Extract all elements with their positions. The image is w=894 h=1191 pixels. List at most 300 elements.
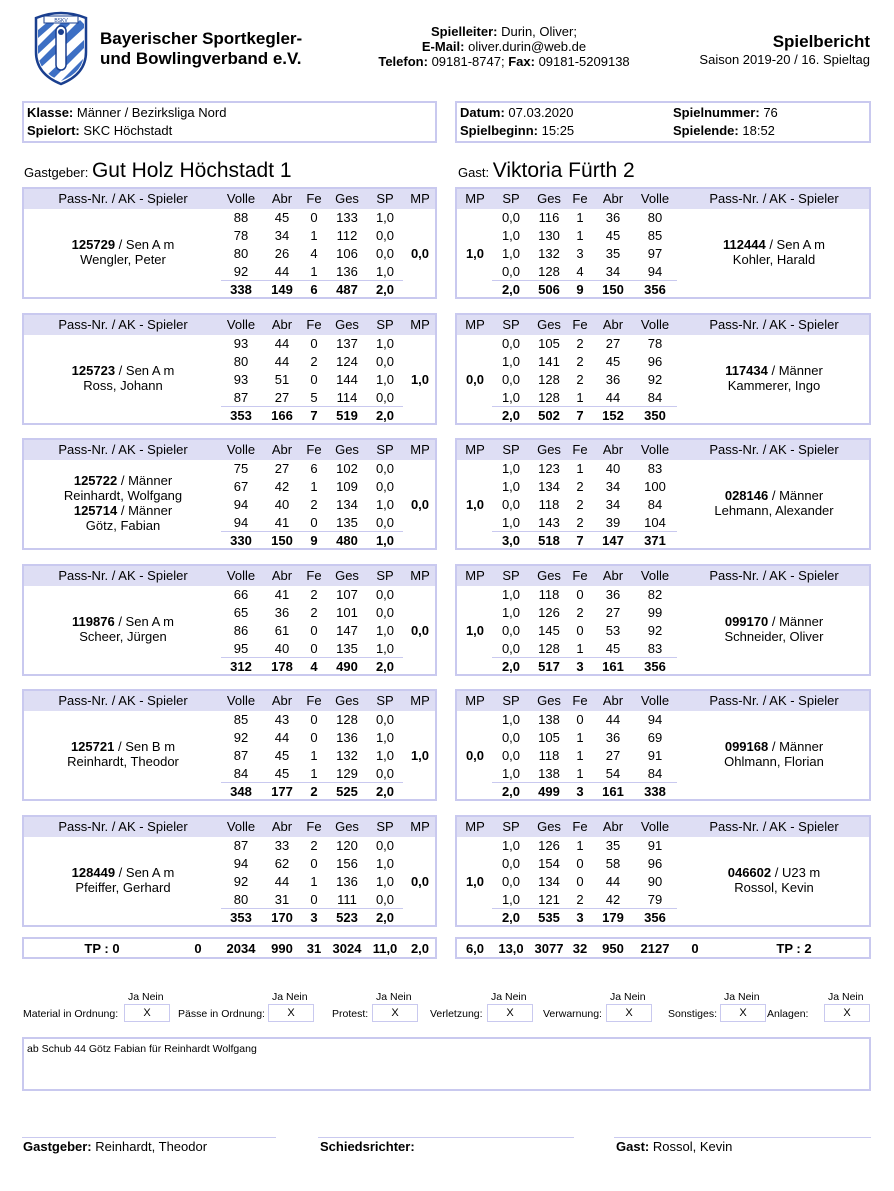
report-title: Spielbericht <box>772 32 870 51</box>
col-header-player: Pass-Nr. / AK - Spieler <box>58 442 188 457</box>
away-game-2-row-2-ges: 141 <box>538 354 560 369</box>
col-header-abr: Abr <box>602 442 624 457</box>
fax-label: Fax: <box>508 54 535 69</box>
home-game-1-row-1-ges: 133 <box>336 210 358 225</box>
organization-name <box>100 29 302 69</box>
col-header-ges: Ges <box>335 819 359 834</box>
home-game-6-row-1-volle: 87 <box>233 838 249 853</box>
player-pass-line: 119876 / Sen A m <box>72 614 174 629</box>
player-name: Kohler, Harald <box>732 252 816 267</box>
away-game-5-row-1-volle: 94 <box>647 712 663 727</box>
col-header-fe: Fe <box>306 442 322 457</box>
home-game-1-total-ges: 487 <box>336 282 358 297</box>
away-game-4-row-1-abr: 36 <box>605 587 621 602</box>
player-pass-line: 099170 / Männer <box>724 614 824 629</box>
home-game-2-row-3-fe: 0 <box>310 372 318 387</box>
away-signature-label: Gast: <box>616 1139 650 1154</box>
away-game-1-total-ges: 506 <box>538 282 560 297</box>
home-game-4-row-3-ges: 147 <box>336 623 358 638</box>
home-game-3-row-1-ges: 102 <box>336 461 358 476</box>
away-game-3-row-4-fe: 2 <box>576 515 584 530</box>
check-5-box: X <box>606 1004 652 1022</box>
home-game-3-row-3-ges: 134 <box>336 497 358 512</box>
home-game-2-row-4-fe: 5 <box>310 390 318 405</box>
home-game-6-total-volle: 353 <box>230 910 252 925</box>
home-game-4-row-4-abr: 40 <box>274 641 290 656</box>
referee-signature <box>320 1139 415 1155</box>
away-game-2-row-4-abr: 44 <box>605 390 621 405</box>
check-4-box: X <box>487 1004 533 1022</box>
away-game-6-row-4-sp: 1,0 <box>501 892 521 907</box>
away-game-5-total-volle: 338 <box>644 784 666 799</box>
home-total-sp: 11,0 <box>372 941 398 956</box>
away-game-1-sum-line <box>492 280 677 281</box>
player-pass-line: 125723 / Sen A m <box>71 363 175 378</box>
col-header-mp: MP <box>410 819 430 834</box>
player-pass-line: 112444 / Sen A m <box>723 237 825 252</box>
away-team-name: Viktoria Fürth 2 <box>492 159 635 182</box>
match-info-right <box>455 101 871 143</box>
col-header-sp: SP <box>502 568 520 583</box>
away-game-2-row-1-volle: 78 <box>647 336 663 351</box>
home-game-6-player-1 <box>28 865 218 895</box>
home-game-4-row-1-ges: 107 <box>336 587 358 602</box>
away-game-1-row-1-abr: 36 <box>605 210 621 225</box>
col-header-mp: MP <box>410 191 430 206</box>
away-game-6-row-2-sp: 0,0 <box>501 856 521 871</box>
home-game-6-row-2-abr: 62 <box>274 856 290 871</box>
home-game-2-row-1-sp: 1,0 <box>375 336 395 351</box>
home-signature-name: Reinhardt, Theodor <box>95 1139 208 1154</box>
leader-label: Spielleiter: <box>431 24 498 39</box>
away-total-ges: 3077 <box>534 941 564 956</box>
col-header-sp: SP <box>502 819 520 834</box>
away-game-5-row-4-sp: 1,0 <box>501 766 521 781</box>
home-game-5-row-3-ges: 132 <box>336 748 358 763</box>
away-game-2-row-4-sp: 1,0 <box>501 390 521 405</box>
away-game-6-total-fe: 3 <box>576 910 584 925</box>
check-2-box: X <box>268 1004 314 1022</box>
check-2-yes-no-header: Ja Nein <box>272 991 308 1003</box>
player-pass-number: 099170 <box>724 614 769 629</box>
away-game-6-row-1-fe: 1 <box>576 838 584 853</box>
home-game-6-row-3-ges: 136 <box>336 874 358 889</box>
away-game-2-row-2-fe: 2 <box>576 354 584 369</box>
home-game-4-row-2-volle: 65 <box>233 605 249 620</box>
col-header-ges: Ges <box>335 568 359 583</box>
col-header-volle: Volle <box>640 317 670 332</box>
home-game-3-row-3-abr: 40 <box>274 497 290 512</box>
home-game-5-mp: 1,0 <box>410 748 430 763</box>
player-pass-number: 125729 <box>71 237 116 252</box>
away-game-2-row-3-fe: 2 <box>576 372 584 387</box>
away-game-4-row-2-fe: 2 <box>576 605 584 620</box>
check-3-yes-no-header: Ja Nein <box>376 991 412 1003</box>
away-game-3-row-3-abr: 34 <box>605 497 621 512</box>
col-header-volle: Volle <box>640 568 670 583</box>
player-pass-line: 125729 / Sen A m <box>71 237 175 252</box>
away-game-1-total-fe: 9 <box>576 282 584 297</box>
home-game-1-row-4-ges: 136 <box>336 264 358 279</box>
phone-label: Telefon: <box>378 54 428 69</box>
home-game-6-total-abr: 170 <box>271 910 293 925</box>
col-header-sp: SP <box>502 191 520 206</box>
col-header-sp: SP <box>502 317 520 332</box>
home-game-1 <box>22 187 437 299</box>
away-game-6-player-1 <box>679 865 869 895</box>
col-header-sp: SP <box>376 442 394 457</box>
col-header-abr: Abr <box>271 442 293 457</box>
col-header-ges: Ges <box>335 191 359 206</box>
home-game-5-row-2-sp: 1,0 <box>375 730 395 745</box>
col-header-ges: Ges <box>537 693 561 708</box>
home-game-4-total-ges: 490 <box>336 659 358 674</box>
home-game-3-row-4-fe: 0 <box>310 515 318 530</box>
away-game-3-row-3-sp: 0,0 <box>501 497 521 512</box>
home-game-2-sum-line <box>221 406 403 407</box>
col-header-volle: Volle <box>226 317 256 332</box>
away-game-4-player-1 <box>679 614 869 644</box>
away-game-5-row-2-abr: 36 <box>605 730 621 745</box>
col-header-mp: MP <box>465 819 485 834</box>
home-game-5 <box>22 689 437 801</box>
home-game-2-row-3-ges: 144 <box>336 372 358 387</box>
home-game-3-row-1-abr: 27 <box>274 461 290 476</box>
away-game-4-row-1-fe: 0 <box>576 587 584 602</box>
away-game-3-sum-line <box>492 531 677 532</box>
home-total-fe: 31 <box>306 941 322 956</box>
spielort-label: Spielort: <box>27 123 80 138</box>
home-game-2-player-1 <box>28 363 218 393</box>
away-game-4-row-3-fe: 0 <box>576 623 584 638</box>
home-game-4-row-4-fe: 0 <box>310 641 318 656</box>
home-game-2-row-3-abr: 51 <box>274 372 290 387</box>
home-game-6-row-4-sp: 0,0 <box>375 892 395 907</box>
away-game-6-row-2-abr: 58 <box>605 856 621 871</box>
col-header-volle: Volle <box>226 442 256 457</box>
home-game-2-total-abr: 166 <box>271 408 293 423</box>
player-pass-line: 125722 / Männer <box>73 473 173 488</box>
player-name: Reinhardt, Wolfgang <box>63 488 183 503</box>
player-age-class: Sen B m <box>125 739 176 754</box>
col-header-abr: Abr <box>271 191 293 206</box>
away-game-5-row-2-fe: 1 <box>576 730 584 745</box>
away-game-1-row-3-volle: 97 <box>647 246 663 261</box>
away-game-6-row-1-sp: 1,0 <box>501 838 521 853</box>
player-pass-line: 125714 / Männer <box>73 503 173 518</box>
home-game-3-sum-line <box>221 531 403 532</box>
spielende-label: Spielende: <box>673 123 739 138</box>
away-total-sp: 13,0 <box>498 941 524 956</box>
col-header-abr: Abr <box>602 317 624 332</box>
home-game-5-row-4-abr: 45 <box>274 766 290 781</box>
col-header-sp: SP <box>376 819 394 834</box>
home-game-3-row-4-abr: 41 <box>274 515 290 530</box>
player-name: Ross, Johann <box>83 378 163 393</box>
away-game-2-row-4-fe: 1 <box>576 390 584 405</box>
player-name: Reinhardt, Theodor <box>67 754 179 769</box>
col-header-ges: Ges <box>537 819 561 834</box>
away-game-4-row-4-volle: 83 <box>647 641 663 656</box>
home-game-6-mp: 0,0 <box>410 874 430 889</box>
home-signature-line <box>22 1137 276 1138</box>
home-game-4-row-1-volle: 66 <box>233 587 249 602</box>
home-game-2-total-fe: 7 <box>310 408 318 423</box>
home-game-5-row-1-ges: 128 <box>336 712 358 727</box>
away-game-3-total-fe: 7 <box>576 533 584 548</box>
away-game-2-mp: 0,0 <box>465 372 485 387</box>
home-game-3-row-2-fe: 1 <box>310 479 318 494</box>
check-3-label: Protest: <box>332 1008 369 1020</box>
col-header-mp: MP <box>410 693 430 708</box>
home-game-2 <box>22 313 437 425</box>
away-game-3-mp: 1,0 <box>465 497 485 512</box>
home-game-5-total-volle: 348 <box>230 784 252 799</box>
col-header-mp: MP <box>465 317 485 332</box>
home-game-3-player-2 <box>28 503 218 533</box>
phone-value: 09181-8747; <box>431 54 505 69</box>
col-header-ges: Ges <box>537 191 561 206</box>
home-game-2-row-1-fe: 0 <box>310 336 318 351</box>
away-game-6-total-volle: 356 <box>644 910 666 925</box>
away-game-5-total-fe: 3 <box>576 784 584 799</box>
away-game-6-mp: 1,0 <box>465 874 485 889</box>
away-game-1-row-4-volle: 94 <box>647 264 663 279</box>
away-game-3-row-2-volle: 100 <box>644 479 666 494</box>
away-total-mp: 6,0 <box>465 941 485 956</box>
spielnummer-value: 76 <box>763 105 778 120</box>
player-name: Lehmann, Alexander <box>714 503 834 518</box>
away-game-6-row-2-fe: 0 <box>576 856 584 871</box>
away-game-6-row-4-ges: 121 <box>538 892 560 907</box>
home-game-6-row-3-sp: 1,0 <box>375 874 395 889</box>
home-game-3-total-sp: 1,0 <box>375 533 395 548</box>
home-game-6-row-2-fe: 0 <box>310 856 318 871</box>
home-game-5-row-2-fe: 0 <box>310 730 318 745</box>
home-game-6-row-3-fe: 1 <box>310 874 318 889</box>
player-pass-number: 125714 <box>73 503 118 518</box>
away-game-4-total-sp: 2,0 <box>501 659 521 674</box>
away-game-2-player-1 <box>679 363 869 393</box>
check-4-label: Verletzung: <box>430 1008 483 1020</box>
check-1-yes-no-header: Ja Nein <box>128 991 164 1003</box>
away-game-2-row-1-sp: 0,0 <box>501 336 521 351</box>
home-game-3-row-2-volle: 67 <box>233 479 249 494</box>
home-game-5-row-3-fe: 1 <box>310 748 318 763</box>
home-game-2-row-1-abr: 44 <box>274 336 290 351</box>
col-header-player: Pass-Nr. / AK - Spieler <box>58 191 188 206</box>
away-game-2-row-4-volle: 84 <box>647 390 663 405</box>
home-game-6 <box>22 815 437 927</box>
away-game-2-row-1-abr: 27 <box>605 336 621 351</box>
away-game-2-total-abr: 152 <box>602 408 624 423</box>
home-team-name: Gut Holz Höchstadt 1 <box>91 159 292 182</box>
col-header-mp: MP <box>465 693 485 708</box>
col-header-mp: MP <box>465 442 485 457</box>
col-header-abr: Abr <box>602 191 624 206</box>
away-game-3-row-2-sp: 1,0 <box>501 479 521 494</box>
away-game-3-row-3-fe: 2 <box>576 497 584 512</box>
player-name: Götz, Fabian <box>85 518 161 533</box>
away-game-1-total-sp: 2,0 <box>501 282 521 297</box>
away-game-3-row-4-abr: 39 <box>605 515 621 530</box>
home-game-4-row-2-ges: 101 <box>336 605 358 620</box>
player-pass-line: 028146 / Männer <box>724 488 824 503</box>
away-game-2-row-2-sp: 1,0 <box>501 354 521 369</box>
home-game-4-player-1 <box>28 614 218 644</box>
away-game-4-total-fe: 3 <box>576 659 584 674</box>
player-age-class: Männer <box>779 614 824 629</box>
away-signature-name: Rossol, Kevin <box>652 1139 733 1154</box>
home-game-5-total-ges: 525 <box>336 784 358 799</box>
player-pass-line: 099168 / Männer <box>724 739 824 754</box>
home-game-1-row-3-ges: 106 <box>336 246 358 261</box>
col-header-abr: Abr <box>602 819 624 834</box>
home-game-4-row-2-fe: 2 <box>310 605 318 620</box>
home-total-abr: 990 <box>271 941 293 956</box>
home-game-4-total-abr: 178 <box>271 659 293 674</box>
home-game-4-sum-line <box>221 657 403 658</box>
home-game-4-total-volle: 312 <box>230 659 252 674</box>
player-name: Rossol, Kevin <box>734 880 814 895</box>
home-game-5-sum-line <box>221 782 403 783</box>
col-header-player: Pass-Nr. / AK - Spieler <box>709 819 839 834</box>
home-game-3-total-volle: 330 <box>230 533 252 548</box>
home-game-2-row-2-ges: 124 <box>336 354 358 369</box>
home-game-6-total-sp: 2,0 <box>375 910 395 925</box>
home-game-5-row-1-volle: 85 <box>233 712 249 727</box>
home-game-6-row-4-abr: 31 <box>274 892 290 907</box>
away-game-3-row-1-volle: 83 <box>647 461 663 476</box>
home-game-4-row-2-abr: 36 <box>274 605 290 620</box>
col-header-sp: SP <box>376 693 394 708</box>
away-game-4-row-2-sp: 1,0 <box>501 605 521 620</box>
home-game-1-row-4-volle: 92 <box>233 264 249 279</box>
check-5-label: Verwarnung: <box>543 1008 602 1020</box>
away-game-5-row-3-volle: 91 <box>647 748 663 763</box>
fax-value: 09181-5209138 <box>538 54 630 69</box>
away-signature-line <box>614 1137 871 1138</box>
away-game-6-row-3-abr: 44 <box>605 874 621 889</box>
away-game-3-row-3-ges: 118 <box>538 497 560 512</box>
col-header-volle: Volle <box>226 191 256 206</box>
home-game-3-mp: 0,0 <box>410 497 430 512</box>
home-game-2-total-ges: 519 <box>336 408 358 423</box>
col-header-player: Pass-Nr. / AK - Spieler <box>58 693 188 708</box>
home-game-1-row-4-sp: 1,0 <box>375 264 395 279</box>
home-game-4-row-1-abr: 41 <box>274 587 290 602</box>
away-game-5-row-4-ges: 138 <box>538 766 560 781</box>
away-game-1-total-abr: 150 <box>602 282 624 297</box>
col-header-abr: Abr <box>602 693 624 708</box>
home-game-1-row-1-fe: 0 <box>310 210 318 225</box>
home-game-6-row-2-ges: 156 <box>336 856 358 871</box>
col-header-ges: Ges <box>335 442 359 457</box>
home-game-4-row-4-volle: 95 <box>233 641 249 656</box>
home-game-3-total-abr: 150 <box>271 533 293 548</box>
home-game-1-total-abr: 149 <box>271 282 293 297</box>
player-age-class: Sen A m <box>125 363 175 378</box>
home-game-5-total-abr: 177 <box>271 784 293 799</box>
col-header-ges: Ges <box>335 317 359 332</box>
home-game-3 <box>22 438 437 550</box>
away-game-5-row-3-ges: 118 <box>538 748 560 763</box>
away-game-5-total-ges: 499 <box>538 784 560 799</box>
player-name: Scheer, Jürgen <box>79 629 167 644</box>
player-pass-number: 125723 <box>71 363 116 378</box>
player-pass-line: 046602 / U23 m <box>727 865 821 880</box>
home-game-1-row-3-sp: 0,0 <box>375 246 395 261</box>
spielnummer-label: Spielnummer: <box>673 105 760 120</box>
away-game-2-row-3-abr: 36 <box>605 372 621 387</box>
away-game-6-row-4-abr: 42 <box>605 892 621 907</box>
away-game-5-player-1 <box>679 739 869 769</box>
player-pass-number: 046602 <box>727 865 772 880</box>
home-game-1-row-4-fe: 1 <box>310 264 318 279</box>
away-game-2-sum-line <box>492 406 677 407</box>
away-game-5-total-abr: 161 <box>602 784 624 799</box>
away-game-6-row-3-volle: 90 <box>647 874 663 889</box>
away-game-1-row-3-ges: 132 <box>538 246 560 261</box>
home-game-4-row-1-fe: 2 <box>310 587 318 602</box>
away-game-3-total-sp: 3,0 <box>501 533 521 548</box>
away-game-5-row-2-ges: 105 <box>538 730 560 745</box>
home-game-5-row-2-abr: 44 <box>274 730 290 745</box>
player-pass-number: 112444 <box>723 237 766 252</box>
col-header-fe: Fe <box>572 693 588 708</box>
col-header-abr: Abr <box>271 568 293 583</box>
col-header-player: Pass-Nr. / AK - Spieler <box>58 568 188 583</box>
away-total-fe: 32 <box>572 941 588 956</box>
player-age-class: Männer <box>128 473 173 488</box>
away-game-6-total-abr: 179 <box>602 910 624 925</box>
home-game-1-total-volle: 338 <box>230 282 252 297</box>
home-game-5-row-3-abr: 45 <box>274 748 290 763</box>
col-header-fe: Fe <box>572 191 588 206</box>
check-6-yes-no-header: Ja Nein <box>724 991 760 1003</box>
away-game-2-row-3-sp: 0,0 <box>501 372 521 387</box>
player-name: Wengler, Peter <box>80 252 166 267</box>
col-header-mp: MP <box>410 442 430 457</box>
col-header-fe: Fe <box>306 693 322 708</box>
home-game-6-row-1-ges: 120 <box>336 838 358 853</box>
col-header-sp: SP <box>502 442 520 457</box>
away-game-2-total-fe: 7 <box>576 408 584 423</box>
home-game-4-row-4-sp: 1,0 <box>375 641 395 656</box>
away-game-4-row-4-ges: 128 <box>538 641 560 656</box>
player-pass-number: 119876 <box>72 614 115 629</box>
home-game-6-total-ges: 523 <box>336 910 358 925</box>
away-game-1-total-volle: 356 <box>644 282 666 297</box>
away-total-abr: 950 <box>602 941 624 956</box>
away-game-2-total-volle: 350 <box>644 408 666 423</box>
home-game-5-row-2-volle: 92 <box>233 730 249 745</box>
home-game-6-row-3-abr: 44 <box>274 874 290 889</box>
away-game-1-row-4-ges: 128 <box>538 264 560 279</box>
away-totals <box>455 937 871 959</box>
away-game-4-row-4-abr: 45 <box>605 641 621 656</box>
away-game-1-row-3-fe: 3 <box>576 246 584 261</box>
away-game-4-row-1-ges: 118 <box>538 587 560 602</box>
player-name: Schneider, Oliver <box>724 629 824 644</box>
away-game-3-player-1 <box>679 488 869 518</box>
away-game-5-row-1-abr: 44 <box>605 712 621 727</box>
away-game-6-row-3-fe: 0 <box>576 874 584 889</box>
away-game-6-row-1-volle: 91 <box>647 838 663 853</box>
away-game-3-row-1-fe: 1 <box>576 461 584 476</box>
col-header-fe: Fe <box>572 568 588 583</box>
remarks-text: ab Schub 44 Götz Fabian für Reinhardt Wolfgang <box>27 1043 257 1055</box>
